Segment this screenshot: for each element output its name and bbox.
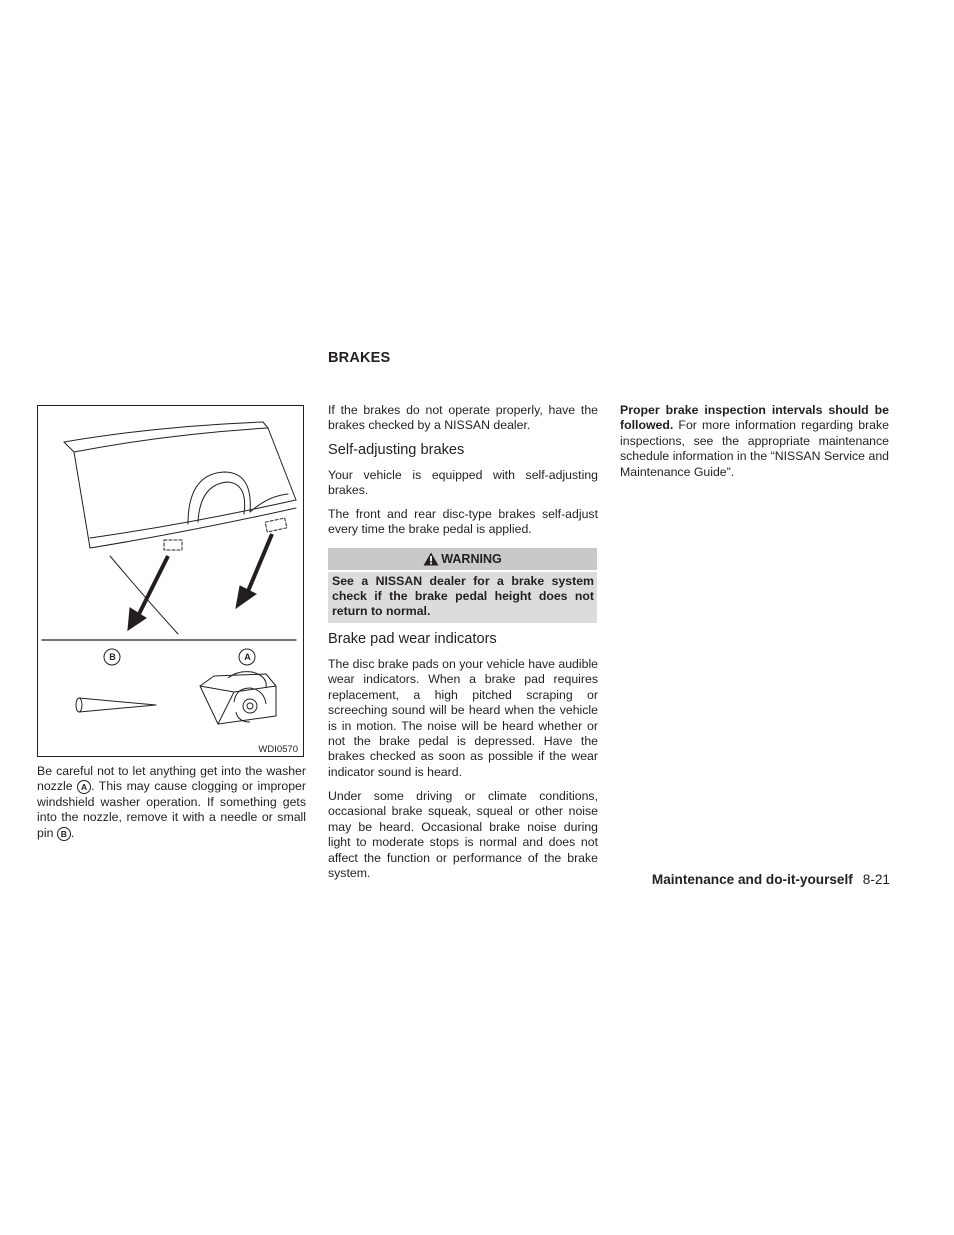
washer-text-1: Be careful not to let anything get into the washer nozzle — [37, 764, 306, 794]
washer-caution-paragraph — [37, 764, 306, 841]
marker-a: A — [77, 780, 91, 794]
self-adjusting-heading: Self-adjusting brakes — [328, 442, 465, 458]
washer-nozzle-illustration — [38, 406, 303, 756]
page-footer — [560, 872, 890, 887]
inspection-text: For more information regarding brake inspections, see the appropriate maintenance schedule information in the “NISSAN Service and Maintenance Guide”. — [620, 418, 889, 479]
pad-wear-p2: Under some driving or climate conditions, occasional brake squeak, squeal or other noise may be heard. Occasional brake noise during light to moderate stops is normal and does not affect the function or performance of the brake system. — [328, 789, 598, 881]
marker-b: B — [57, 827, 71, 841]
figure-code: WDI0570 — [258, 744, 298, 755]
pad-wear-heading: Brake pad wear indicators — [328, 631, 497, 647]
self-adjusting-p2: The front and rear disc-type brakes self-adjust every time the brake pedal is applied. — [328, 507, 598, 537]
footer-page-number: 8-21 — [862, 872, 890, 887]
warning-header — [328, 548, 597, 570]
inspection-paragraph — [620, 403, 889, 480]
warning-text: See a NISSAN dealer for a brake system check if the brake pedal height does not return to normal. — [328, 572, 597, 623]
warning-triangle-icon — [423, 552, 439, 566]
brakes-intro: If the brakes do not operate properly, have the brakes checked by a NISSAN dealer. — [328, 403, 598, 433]
footer-chapter: Maintenance and do-it-yourself — [651, 872, 853, 887]
warning-label: WARNING — [441, 552, 502, 566]
inspection-bold-lead: Proper brake inspection intervals should be followed. — [620, 403, 889, 433]
washer-text-2: . This may cause clogging or improper windshield washer operation. If something gets into the nozzle, remove it with a needle or small pin — [37, 779, 306, 840]
washer-text-3: . — [70, 825, 75, 840]
washer-nozzle-figure — [37, 405, 304, 757]
section-title: BRAKES — [328, 350, 391, 366]
figure-label-b: B — [109, 652, 116, 662]
figure-label-a: A — [244, 652, 251, 662]
self-adjusting-p1: Your vehicle is equipped with self-adjusting brakes. — [328, 468, 598, 498]
pad-wear-p1: The disc brake pads on your vehicle have audible wear indicators. When a brake pad requires replacement, a high pitched scraping or screeching sound will be heard when the vehicle is in motion. The noise will be heard whether or not the brake pedal is depressed. Have the brakes checked as soon as possible if the wear indicator sound is heard. — [328, 657, 599, 779]
